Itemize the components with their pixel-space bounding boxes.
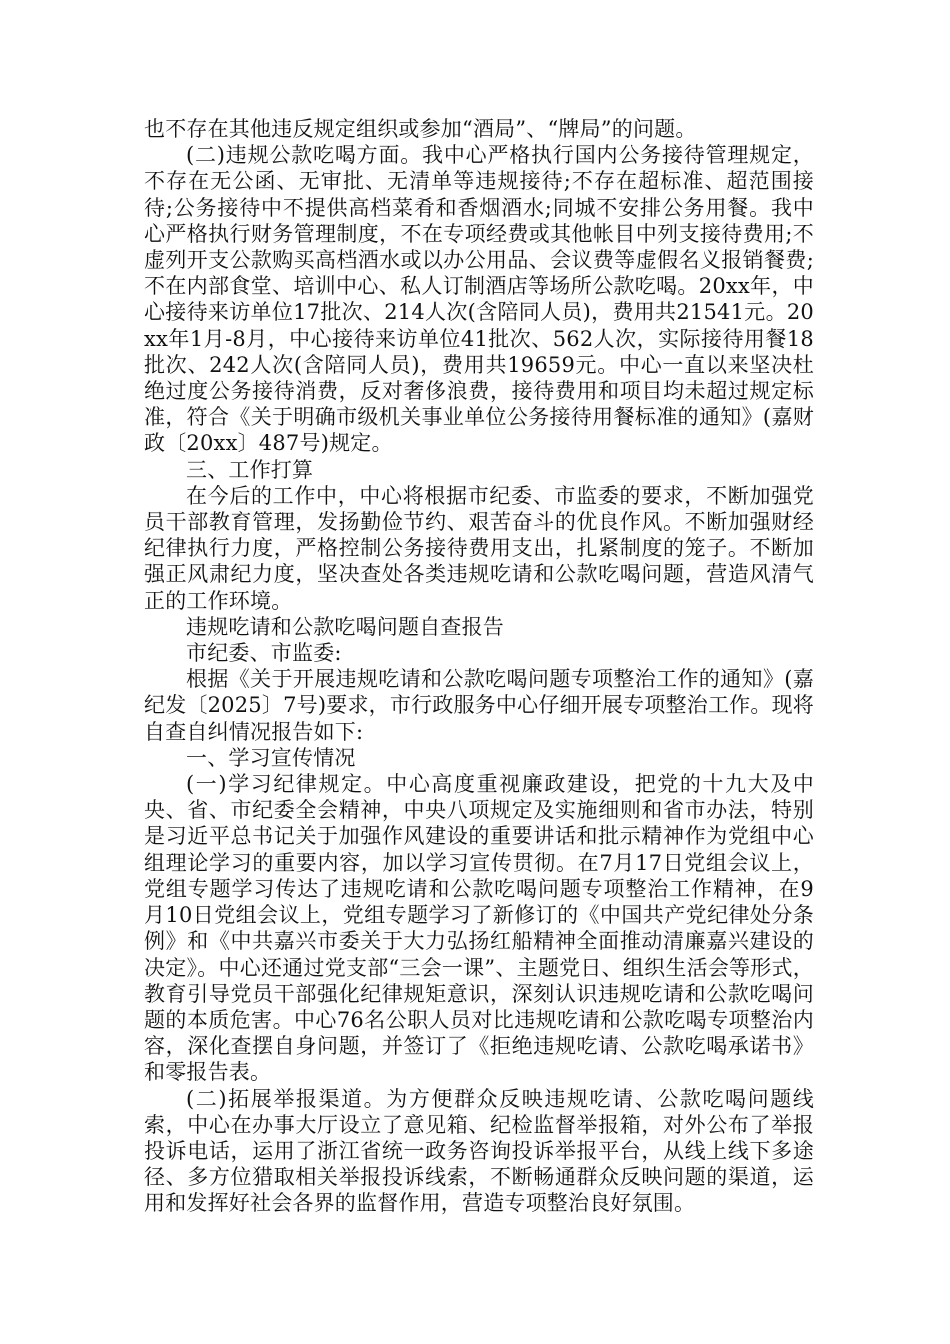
paragraph-improper-public-funds: (二)违规公款吃喝方面。我中心严格执行国内公务接待管理规定，不存在无公函、无审批、无清单等违规接待;不存在超标准、超范围接待;公务接待中不提供高档菜肴和香烟酒水;同城不安排公务用餐。我中心严格执行财务管理制度，不在专项经费或其他帐目中列支接待费用;不虚列开支公款购买高档酒水或以办公用品、会议费等虚假名义报销餐费;不在内部食堂、培训中心、私人订制酒店等场所公款吃喝。20xx年，中心接待来访单位17批次、214人次(含陪同人员)，费用共21541元。20xx年1月-8月，中心接待来访单位41批次、562人次，实际接待用餐18批次、242人次(含陪同人员)，费用共19659元。中心一直以来坚决杜绝过度公务接待消费，反对奢侈浪费，接待费用和项目均未超过规定标准，符合《关于明确市级机关事业单位公务接待用餐标准的通知》(嘉财政〔20xx〕487号)规定。 (144, 143, 814, 456)
section-heading-study: 一、学习宣传情况 (186, 745, 356, 770)
paragraph-future-work: 在今后的工作中，中心将根据市纪委、市监委的要求，不断加强党员干部教育管理，发扬勤俭节约、艰苦奋斗的优良作风。不断加强财经纪律执行力度，严格控制公务接待费用支出，扎紧制度的笼子。不断加强正风肃纪力度，坚决查处各类违规吃请和公款吃喝问题，营造风清气正的工作环境。 (144, 483, 814, 613)
paragraph-report-intro: 根据《关于开展违规吃请和公款吃喝问题专项整治工作的通知》(嘉纪发〔2025〕7号)要求，市行政服务中心仔细开展专项整治工作。现将自查自纠情况报告如下: (144, 667, 814, 744)
paragraph-report-channels: (二)拓展举报渠道。为方便群众反映违规吃请、公款吃喝问题线索，中心在办事大厅设立了意见箱、纪检监督举报箱，对外公布了举报投诉电话，运用了浙江省统一政务咨询投诉举报平台，从线上线下多途径、多方位猎取相关举报投诉线索，不断畅通群众反映问题的渠道，运用和发挥好社会各界的监督作用，营造专项整治良好氛围。 (144, 1086, 814, 1216)
paragraph-continuation: 也不存在其他违反规定组织或参加“酒局”、“牌局”的问题。 (144, 117, 697, 141)
document-page (144, 116, 814, 1217)
section-heading-work-plan: 三、工作打算 (186, 457, 314, 482)
paragraph-study-regulations: (一)学习纪律规定。中心高度重视廉政建设，把党的十九大及中央、省、市纪委全会精神，中央八项规定及实施细则和省市办法，特别是习近平总书记关于加强作风建设的重要讲话和批示精神作为党组中心组理论学习的重要内容，加以学习宣传贯彻。在7月17日党组会议上，党组专题学习传达了违规吃请和公款吃喝问题专项整治工作精神，在9月10日党组会议上，党组专题学习了新修订的《中国共产党纪律处分条例》和《中共嘉兴市委关于大力弘扬红船精神全面推动清廉嘉兴建设的决定》。中心还通过党支部“三会一课”、主题党日、组织生活会等形式，教育引导党员干部强化纪律规矩意识，深刻认识违规吃请和公款吃喝问题的本质危害。中心76名公职人员对比违规吃请和公款吃喝专项整治内容，深化查摆自身问题，并签订了《拒绝违规吃请、公款吃喝承诺书》和零报告表。 (144, 772, 814, 1085)
report-title: 违规吃请和公款吃喝问题自查报告 (186, 614, 504, 639)
report-addressee: 市纪委、市监委: (186, 641, 342, 666)
